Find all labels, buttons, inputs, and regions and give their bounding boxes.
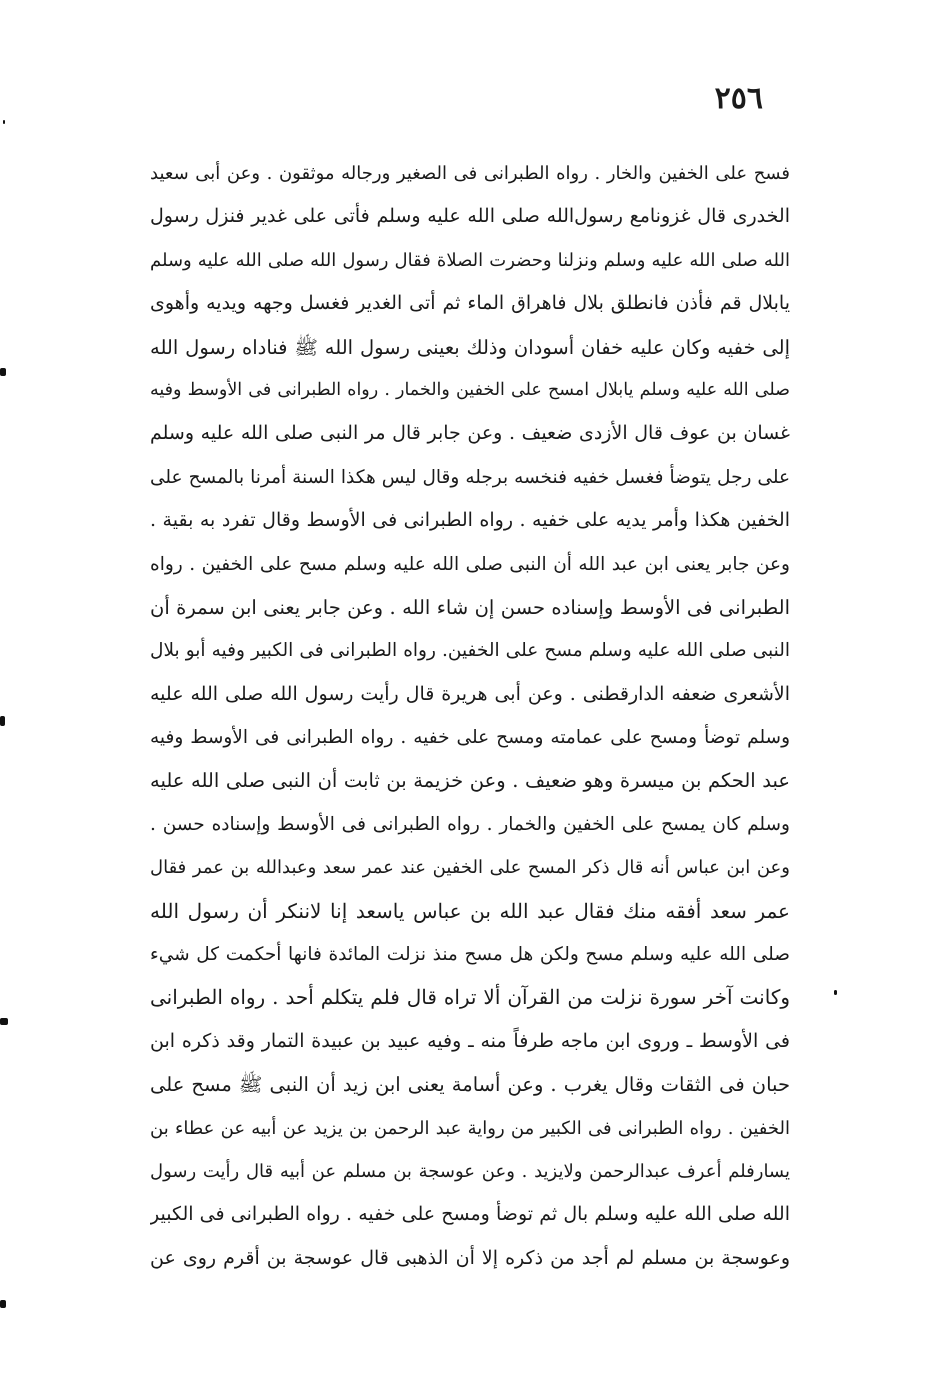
text-line: صلى الله عليه وسلم مسح ولكن هل مسح منذ نزلت المائدة فانها أحكمت كل شيء	[150, 944, 790, 966]
scan-mark	[0, 368, 6, 376]
text-line: صلى الله عليه وسلم يابلال امسح على الخفين والخمار . رواه الطبرانى فى الأوسط وفيه	[150, 379, 790, 400]
text-line: الله صلى الله عليه وسلم ونزلنا وحضرت الصلاة فقال رسول الله صلى الله عليه وسلم	[150, 249, 790, 271]
text-line: الطبرانى فى الأوسط وإسناده حسن إن شاء الله . وعن جابر يعنى ابن سمرة أن	[150, 595, 790, 619]
text-line: إلى خفيه وكان عليه خفان أسودان وذلك بعينى رسول الله ﷺ فناداه رسول الله	[150, 335, 790, 359]
page-number: ٢٥٦	[714, 81, 763, 116]
text-line: يابلال قم فأذن فانطلق بلال فاهراق الماء ثم أتى الغدير فغسل وجهه ويديه وأهوى	[150, 292, 790, 315]
scan-mark	[0, 1300, 6, 1308]
text-line: الخفين هكذا وأمر يديه على خفيه . رواه الطبرانى فى الأوسط وقال تفرد به بقية .	[150, 509, 790, 532]
text-line: الله صلى الله عليه وسلم بال ثم توضأ ومسح على خفيه . رواه الطبرانى فى الكبير	[150, 1203, 790, 1226]
scan-mark	[3, 120, 5, 124]
text-line: وسلم كان يمسح على الخفين والخمار . رواه الطبرانى فى الأوسط وإسناده حسن .	[150, 813, 790, 835]
text-line: وعن جابر يعنى ابن عبد الله أن النبى صلى الله عليه وسلم مسح على الخفين . رواه	[150, 553, 790, 575]
text-line: وعوسجة بن مسلم لم أجد من ذكره إلا أن الذهبى قال عوسجة بن أقرم روى عن	[150, 1246, 790, 1269]
scan-mark	[0, 1018, 8, 1025]
text-line: الخدرى قال غزونامع رسول‌الله صلى الله عليه وسلم فأتى على غدير فنزل رسول	[150, 205, 790, 228]
page-body-text	[150, 152, 790, 1280]
text-line: وسلم توضأ ومسح على عمامته ومسح على خفيه . رواه الطبرانى فى الأوسط وفيه	[150, 727, 790, 749]
text-line: الأشعرى ضعفه الدارقطنى . وعن أبى هريرة قال رأيت رسول الله صلى الله عليه	[150, 682, 790, 705]
text-line: فى الأوسط ـ وروى ابن ماجه طرفاً منه ـ وفيه عبيد بن عبيدة التمار وقد ذكره ابن	[150, 1029, 790, 1052]
text-line: على رجل يتوضأ فغسل خفيه فنخسه برجله وقال ليس هكذا السنة أمرنا بالمسح على	[150, 466, 790, 488]
text-line: فسح على الخفين والخار . رواه الطبرانى فى الصغير ورجاله موثقون . وعن أبى سعيد	[150, 163, 790, 184]
text-line: عبد الحكم بن ميسرة وهو ضعيف . وعن خزيمة بن ثابت أن النبى صلى الله عليه	[150, 769, 790, 793]
text-line: الخفين . رواه الطبرانى فى الكبير من رواية عبد الرحمن بن يزيد عن أبيه عن عطاء بن	[150, 1117, 790, 1139]
scan-mark	[0, 716, 5, 726]
text-line: حبان فى الثقات وقال يغرب . وعن أسامة يعنى ابن زيد أن النبى ﷺ مسح على	[150, 1073, 790, 1097]
text-line: وعن ابن عباس أنه قال ذكر المسح على الخفين عند عمر سعد وعبدالله بن عمر فقال	[150, 857, 790, 879]
text-line: وكانت آخر سورة نزلت من القرآن ألا تراه قال فلم يتكلم أحد . رواه الطبرانى	[150, 985, 790, 1010]
text-line: يسارفلم أعرف عبدالرحمن ولايزيد . وعن عوسجة بن مسلم عن أبيه قال رأيت رسول	[150, 1160, 790, 1182]
text-line: غسان بن عوف قال الأزدى ضعيف . وعن جابر قال مر النبى صلى الله عليه وسلم	[150, 422, 790, 445]
text-line: النبى صلى الله عليه وسلم مسح على الخفين. رواه الطبرانى فى الكبير وفيه أبو بلال	[150, 640, 790, 662]
scan-mark	[834, 990, 837, 995]
text-line: عمر سعد أفقه منك فقال عبد الله بن عباس ياسعد إنا لاننكر أن رسول الله	[150, 898, 790, 923]
